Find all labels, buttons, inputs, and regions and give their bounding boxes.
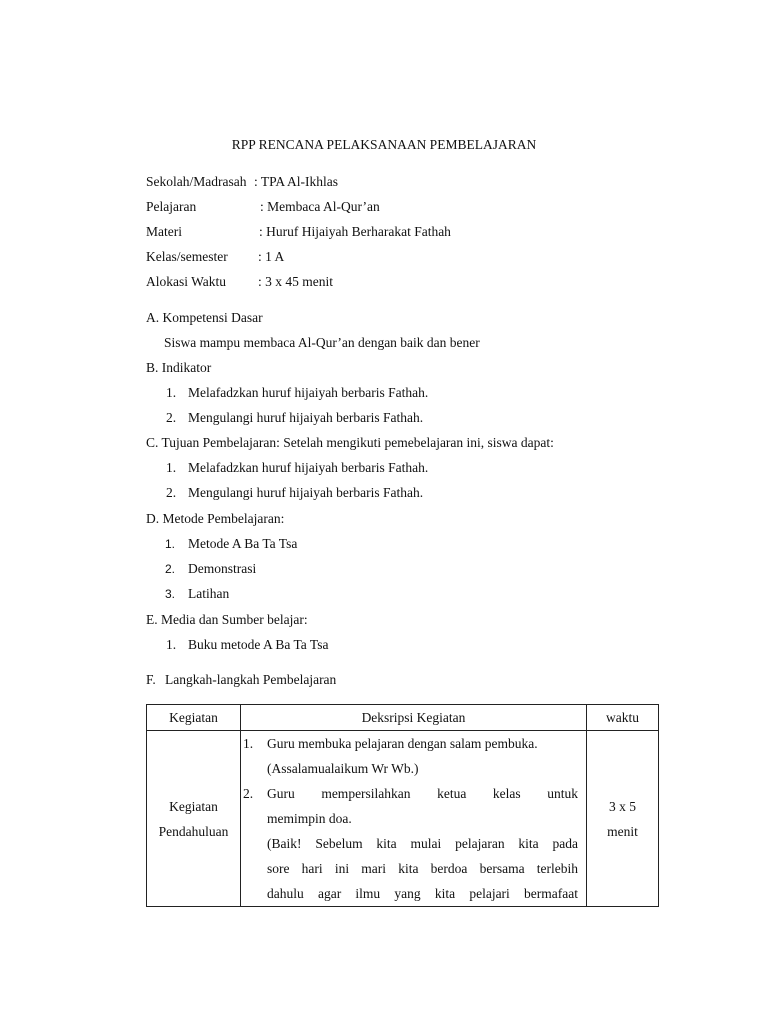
list-number: 2.	[166, 410, 177, 425]
description-line	[241, 731, 586, 756]
list-item: Demonstrasi	[188, 561, 257, 576]
description-text: sore hari ini mari kita berdoa bersama terlebih	[267, 861, 578, 876]
section-a-text: Siswa mampu membaca Al-Qur’an dengan baik dan bener	[164, 335, 480, 350]
list-number: 1.	[165, 537, 176, 551]
description-text: (Assalamualaikum Wr Wb.)	[267, 761, 419, 776]
list-item: Mengulangi huruf hijaiyah berbaris Fathah.	[188, 485, 424, 500]
identity-label-subject: Pelajaran	[146, 199, 197, 214]
identity-label-time: Alokasi Waktu	[146, 274, 227, 289]
identity-value-class: : 1 A	[258, 249, 285, 264]
identity-value-material: : Huruf Hijaiyah Berharakat Fathah	[259, 224, 451, 239]
list-number: 2.	[165, 562, 176, 576]
identity-label-class: Kelas/semester	[146, 249, 228, 264]
table-header-waktu: waktu	[587, 705, 659, 731]
section-e-heading: E. Media dan Sumber belajar:	[146, 612, 308, 627]
list-number: 1.	[166, 460, 177, 475]
list-item: Buku metode A Ba Ta Tsa	[188, 637, 329, 652]
list-number: 2.	[166, 485, 177, 500]
description-text: Guru mempersilahkan ketua kelas untuk	[267, 786, 578, 801]
list-item: Latihan	[188, 586, 230, 601]
description-line	[241, 856, 586, 881]
waktu-line: menit	[607, 823, 638, 839]
identity-value-time: : 3 x 45 menit	[258, 274, 333, 289]
table-row	[147, 731, 659, 907]
description-number: 1.	[243, 736, 254, 751]
description-text: Guru membuka pelajaran dengan salam pembuka.	[267, 736, 538, 751]
list-item: Melafadzkan huruf hijaiyah berbaris Fathah.	[188, 385, 429, 400]
section-b-heading: B. Indikator	[146, 360, 212, 375]
description-text: memimpin doa.	[267, 811, 352, 826]
waktu-line: 3 x 5	[609, 798, 636, 814]
list-item: Mengulangi huruf hijaiyah berbaris Fathah.	[188, 410, 424, 425]
document-title: RPP RENCANA PELAKSANAAN PEMBELAJARAN	[231, 137, 537, 152]
section-c-heading: C. Tujuan Pembelajaran: Setelah mengikuti pemebelajaran ini, siswa dapat:	[146, 435, 554, 450]
description-line	[241, 831, 586, 856]
list-number: 1.	[166, 637, 177, 652]
list-number: 3.	[165, 587, 176, 601]
description-line	[241, 806, 586, 831]
table-header-deskripsi: Deksripsi Kegiatan	[241, 705, 587, 731]
section-f-heading: Langkah-langkah Pembelajaran	[165, 672, 337, 687]
description-line	[241, 781, 586, 806]
table-header-row	[147, 705, 659, 731]
kegiatan-line: Kegiatan	[169, 798, 218, 814]
waktu-cell	[587, 731, 659, 907]
lesson-steps-table	[146, 704, 659, 907]
description-line	[241, 881, 586, 906]
section-d-heading: D. Metode Pembelajaran:	[146, 511, 285, 526]
list-item: Melafadzkan huruf hijaiyah berbaris Fathah.	[188, 460, 429, 475]
identity-label-school: Sekolah/Madrasah	[146, 174, 247, 189]
section-a-heading: A. Kompetensi Dasar	[146, 310, 263, 325]
identity-label-material: Materi	[146, 224, 182, 239]
identity-value-school: : TPA Al-Ikhlas	[254, 174, 339, 189]
description-number: 2.	[243, 786, 254, 801]
list-item: Metode A Ba Ta Tsa	[188, 536, 298, 551]
deskripsi-cell	[241, 731, 587, 907]
kegiatan-cell	[147, 731, 241, 907]
description-text: (Baik! Sebelum kita mulai pelajaran kita pada	[267, 836, 578, 851]
description-text: dahulu agar ilmu yang kita pelajari bermafaat	[267, 886, 578, 901]
section-f-letter: F.	[146, 672, 156, 687]
identity-value-subject: : Membaca Al-Qur’an	[260, 199, 380, 214]
kegiatan-line: Pendahuluan	[158, 823, 229, 839]
list-number: 1.	[166, 385, 177, 400]
table-header-kegiatan: Kegiatan	[147, 705, 241, 731]
description-line	[241, 756, 586, 781]
